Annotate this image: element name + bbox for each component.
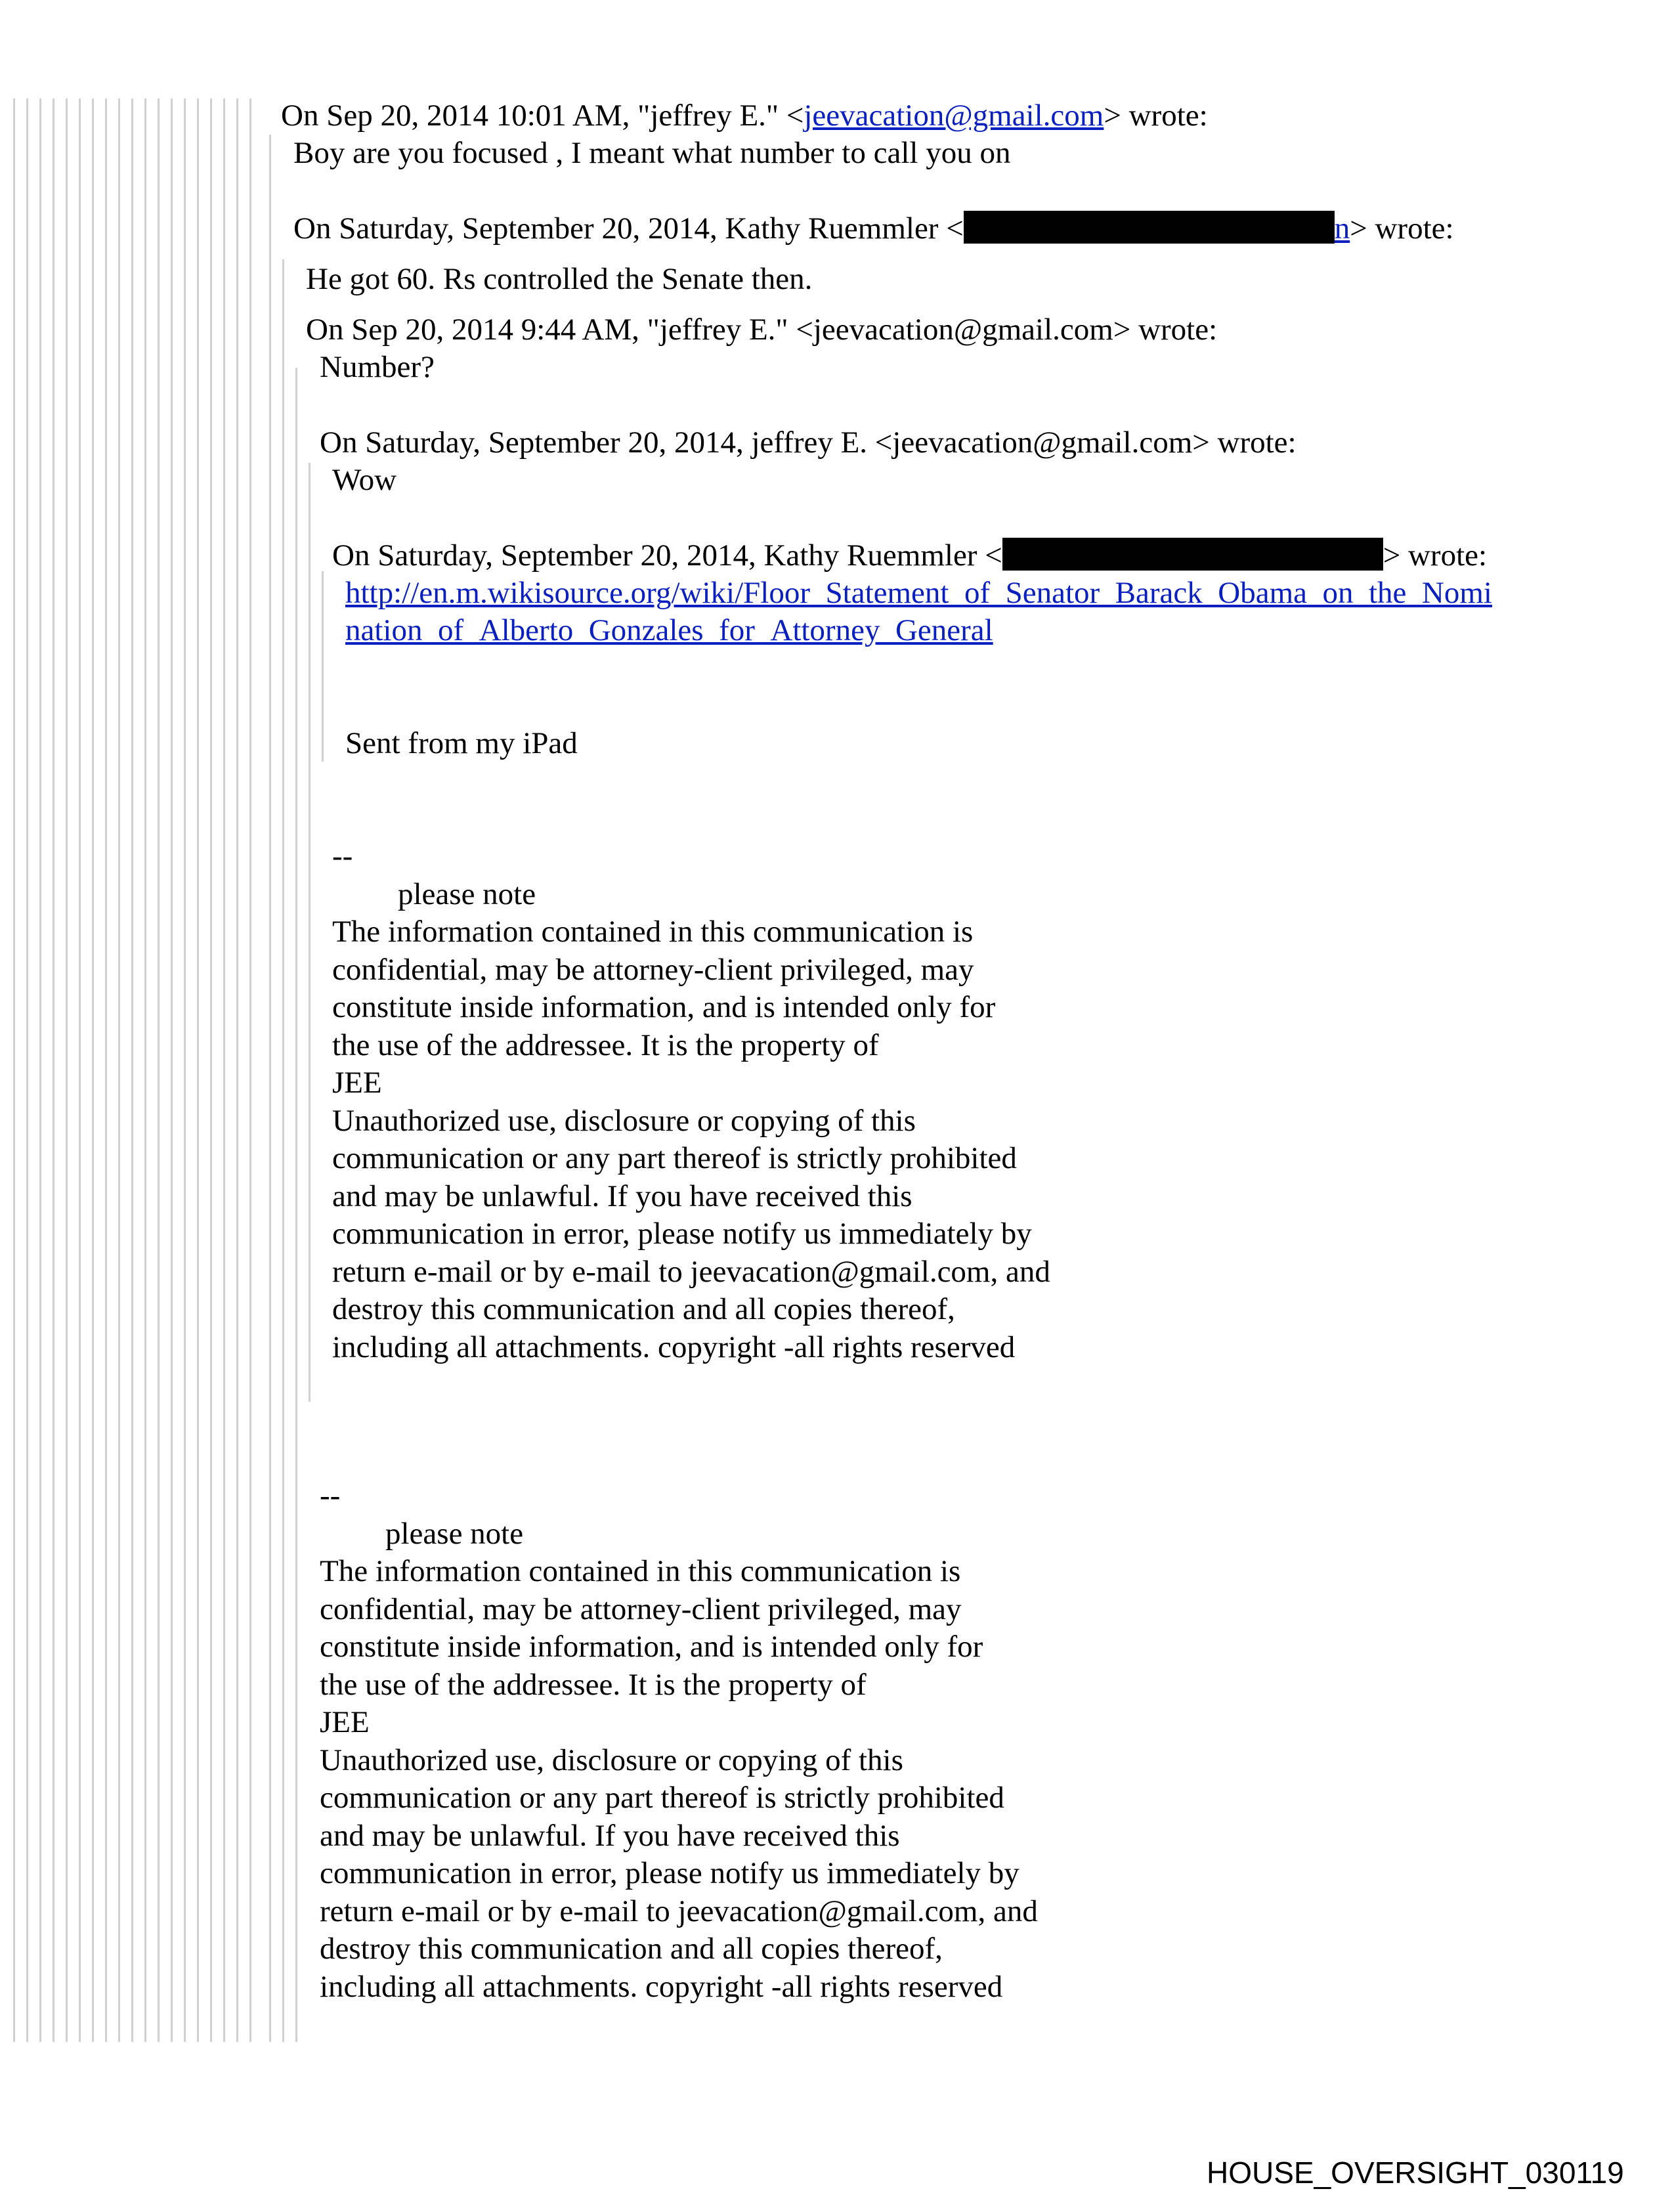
quote-bar: [171, 98, 173, 2042]
signature-separator: --: [320, 1479, 341, 1513]
quote-bar: [118, 98, 120, 2042]
disclaimer-title: please note: [398, 877, 536, 911]
quote-bar: [158, 98, 160, 2042]
quote-bar: [282, 259, 284, 2042]
disclaimer-line: Unauthorized use, disclosure or copying of this: [332, 1103, 916, 1138]
email-body: Boy are you focused , I meant what number to call you on: [293, 136, 1011, 170]
quote-bar: [144, 98, 146, 2042]
redaction-block: [964, 211, 1335, 244]
email-header: On Sep 20, 2014 9:44 AM, "jeffrey E." <jeevacation@gmail.com> wrote:: [306, 313, 1218, 347]
disclaimer-line: return e-mail or by e-mail to jeevacation@gmail.com, and: [320, 1894, 1038, 1928]
quote-bar: [92, 98, 94, 2042]
document-id: HOUSE_OVERSIGHT_030119: [1207, 2156, 1624, 2190]
email-header: On Saturday, September 20, 2014, jeffrey E. <jeevacation@gmail.com> wrote:: [320, 425, 1297, 460]
disclaimer-line: JEE: [332, 1066, 382, 1100]
redaction-block: [1002, 538, 1383, 571]
quote-bar: [105, 98, 107, 2042]
email-header-prefix: On Saturday, September 20, 2014, Kathy Ruemmler <: [293, 211, 964, 246]
disclaimer-line: JEE: [320, 1705, 370, 1739]
disclaimer-line: communication in error, please notify us immediately by: [320, 1856, 1019, 1890]
email-header-suffix: > wrote:: [1383, 538, 1488, 573]
disclaimer-line: return e-mail or by e-mail to jeevacation@gmail.com, and: [332, 1254, 1050, 1289]
quote-bar: [269, 135, 271, 2042]
sender-email-link[interactable]: jeevacation@gmail.com: [804, 98, 1104, 133]
quote-bar: [39, 98, 41, 2042]
disclaimer-line: communication or any part thereof is strictly prohibited: [332, 1141, 1017, 1175]
disclaimer-line: confidential, may be attorney-client privileged, may: [332, 952, 974, 987]
quote-bar: [249, 98, 251, 2042]
disclaimer-line: constitute inside information, and is intended only for: [332, 990, 996, 1024]
email-header-suffix: > wrote:: [1104, 98, 1208, 133]
email-header: [332, 537, 1487, 575]
quote-bar: [184, 98, 186, 2042]
disclaimer-line: including all attachments. copyright -all rights reserved: [332, 1330, 1016, 1364]
disclaimer-line: and may be unlawful. If you have received this: [320, 1818, 900, 1853]
quote-bar: [53, 98, 54, 2042]
disclaimer-title: please note: [385, 1516, 524, 1551]
disclaimer-block: [320, 1477, 1038, 2006]
email-header-prefix: On Sep 20, 2014 10:01 AM, "jeffrey E." <: [281, 98, 804, 133]
signature-separator: --: [332, 839, 353, 873]
email-signature: Sent from my iPad: [345, 726, 578, 760]
disclaimer-line: constitute inside information, and is intended only for: [320, 1630, 983, 1664]
email-body: Number?: [320, 350, 435, 384]
quote-bar: [210, 98, 212, 2042]
quote-bar: [26, 98, 28, 2042]
quote-bar: [13, 98, 15, 2042]
email-header-suffix: > wrote:: [1350, 211, 1454, 246]
disclaimer-block: [332, 838, 1050, 1366]
disclaimer-line: The information contained in this communication is: [320, 1554, 961, 1588]
quote-bar: [223, 98, 225, 2042]
quote-bar: [295, 368, 297, 2042]
disclaimer-line: and may be unlawful. If you have received this: [332, 1179, 912, 1213]
email-header: [293, 210, 1454, 248]
quote-bar: [197, 98, 199, 2042]
disclaimer-line: confidential, may be attorney-client privileged, may: [320, 1592, 962, 1626]
disclaimer-line: communication or any part thereof is strictly prohibited: [320, 1781, 1004, 1815]
disclaimer-line: Unauthorized use, disclosure or copying of this: [320, 1743, 903, 1777]
disclaimer-line: the use of the addressee. It is the property of: [320, 1667, 867, 1702]
email-header: [281, 97, 1208, 135]
disclaimer-line: including all attachments. copyright -all rights reserved: [320, 1969, 1003, 2004]
email-header-prefix: On Saturday, September 20, 2014, Kathy Ruemmler <: [332, 538, 1002, 573]
disclaimer-line: destroy this communication and all copies thereof,: [320, 1932, 943, 1966]
wikisource-link-line-1[interactable]: http://en.m.wikisource.org/wiki/Floor_Statement_of_Senator_Barack_Obama_on_the_Nomi: [345, 576, 1492, 610]
disclaimer-line: The information contained in this communication is: [332, 915, 974, 949]
quote-bar: [79, 98, 81, 2042]
email-body: Wow: [332, 463, 397, 497]
quote-bar: [66, 98, 68, 2042]
quote-bar: [236, 98, 238, 2042]
disclaimer-line: destroy this communication and all copies thereof,: [332, 1292, 955, 1326]
disclaimer-line: communication in error, please notify us immediately by: [332, 1217, 1032, 1251]
quote-bar: [309, 463, 311, 1402]
quote-bar: [322, 571, 324, 762]
wikisource-link-line-2[interactable]: nation_of_Alberto_Gonzales_for_Attorney_General: [345, 613, 993, 647]
email-body: He got 60. Rs controlled the Senate then.: [306, 262, 813, 296]
redacted-email-link-tail[interactable]: n: [1334, 211, 1350, 246]
disclaimer-line: the use of the addressee. It is the property of: [332, 1028, 879, 1062]
quote-bar: [131, 98, 133, 2042]
